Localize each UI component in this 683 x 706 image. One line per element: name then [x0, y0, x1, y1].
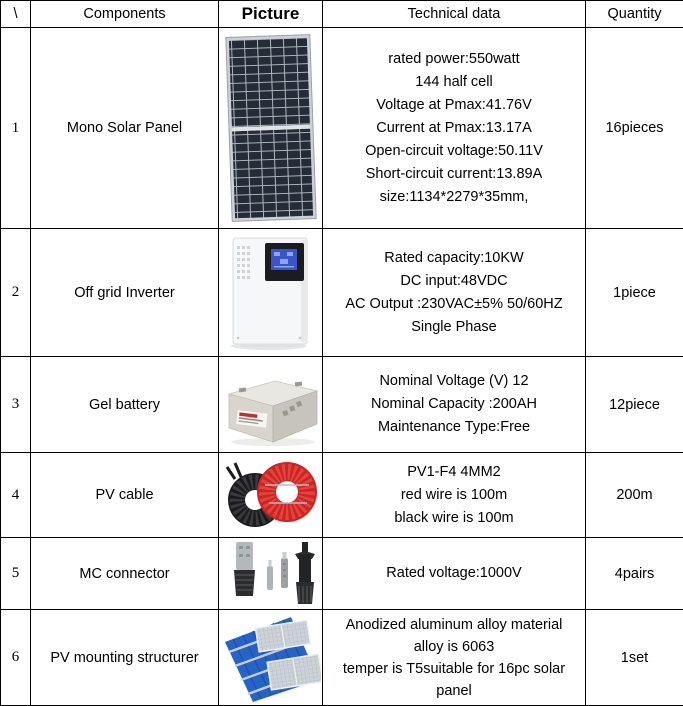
tech-data-line: Nominal Capacity :200AH [323, 393, 585, 416]
row-number: 4 [1, 453, 31, 538]
header-technical-data: Technical data [323, 1, 586, 28]
quantity-value: 16pieces [586, 28, 683, 229]
tech-data-line: size:1134*2279*35mm, [323, 186, 585, 209]
mc-connector-photo [219, 540, 322, 608]
tech-data-line: Short-circuit current:13.89A [323, 163, 585, 186]
row-number: 1 [1, 28, 31, 229]
header-index: \ [1, 1, 31, 28]
table-header-row [1, 1, 683, 28]
tech-data-line: Maintenance Type:Free [323, 416, 585, 439]
tech-data-line: panel [323, 680, 585, 702]
tech-data-line: AC Output :230VAC±5% 50/60HZ [323, 293, 585, 316]
component-name: Gel battery [31, 357, 219, 453]
header-picture: Picture [219, 1, 323, 28]
component-name: Off grid Inverter [31, 229, 219, 357]
component-name: MC connector [31, 538, 219, 610]
component-name: PV mounting structurer [31, 610, 219, 706]
component-name: Mono Solar Panel [31, 28, 219, 229]
table-row [1, 538, 683, 610]
table-row [1, 357, 683, 453]
tech-data-line: red wire is 100m [323, 484, 585, 507]
tech-data-line: PV1-F4 4MM2 [323, 461, 585, 484]
tech-data-line: Anodized aluminum alloy material [323, 614, 585, 636]
tech-data-line: Rated capacity:10KW [323, 247, 585, 270]
mono-solar-panel-photo [219, 31, 322, 225]
tech-data-line: DC input:48VDC [323, 270, 585, 293]
pv-mounting-structure-photo [219, 612, 322, 704]
tech-data-line: 144 half cell [323, 71, 585, 94]
header-quantity: Quantity [586, 1, 683, 28]
table-row [1, 610, 683, 706]
row-number: 5 [1, 538, 31, 610]
tech-data-line: alloy is 6063 [323, 636, 585, 658]
tech-data-line: Single Phase [323, 316, 585, 339]
tech-data-line: Voltage at Pmax:41.76V [323, 94, 585, 117]
row-number: 2 [1, 229, 31, 357]
quantity-value: 1set [586, 610, 683, 706]
quantity-value: 200m [586, 453, 683, 538]
quantity-value: 1piece [586, 229, 683, 357]
table-row [1, 453, 683, 538]
tech-data-line: rated power:550watt [323, 48, 585, 71]
tech-data-line: Open-circuit voltage:50.11V [323, 140, 585, 163]
component-name: PV cable [31, 453, 219, 538]
row-number: 6 [1, 610, 31, 706]
row-number: 3 [1, 357, 31, 453]
tech-data-line: temper is T5suitable for 16pc solar [323, 658, 585, 680]
header-components: Components [31, 1, 219, 28]
quantity-value: 4pairs [586, 538, 683, 610]
tech-data-line: Rated voltage:1000V [323, 562, 585, 585]
table-row [1, 229, 683, 357]
table-row [1, 28, 683, 229]
quantity-value: 12piece [586, 357, 683, 453]
tech-data-line: Current at Pmax:13.17A [323, 117, 585, 140]
off-grid-inverter-photo [219, 232, 322, 354]
gel-battery-photo [219, 360, 322, 450]
pv-cable-photo [219, 455, 322, 535]
tech-data-line: black wire is 100m [323, 507, 585, 530]
tech-data-line: Nominal Voltage (V) 12 [323, 370, 585, 393]
